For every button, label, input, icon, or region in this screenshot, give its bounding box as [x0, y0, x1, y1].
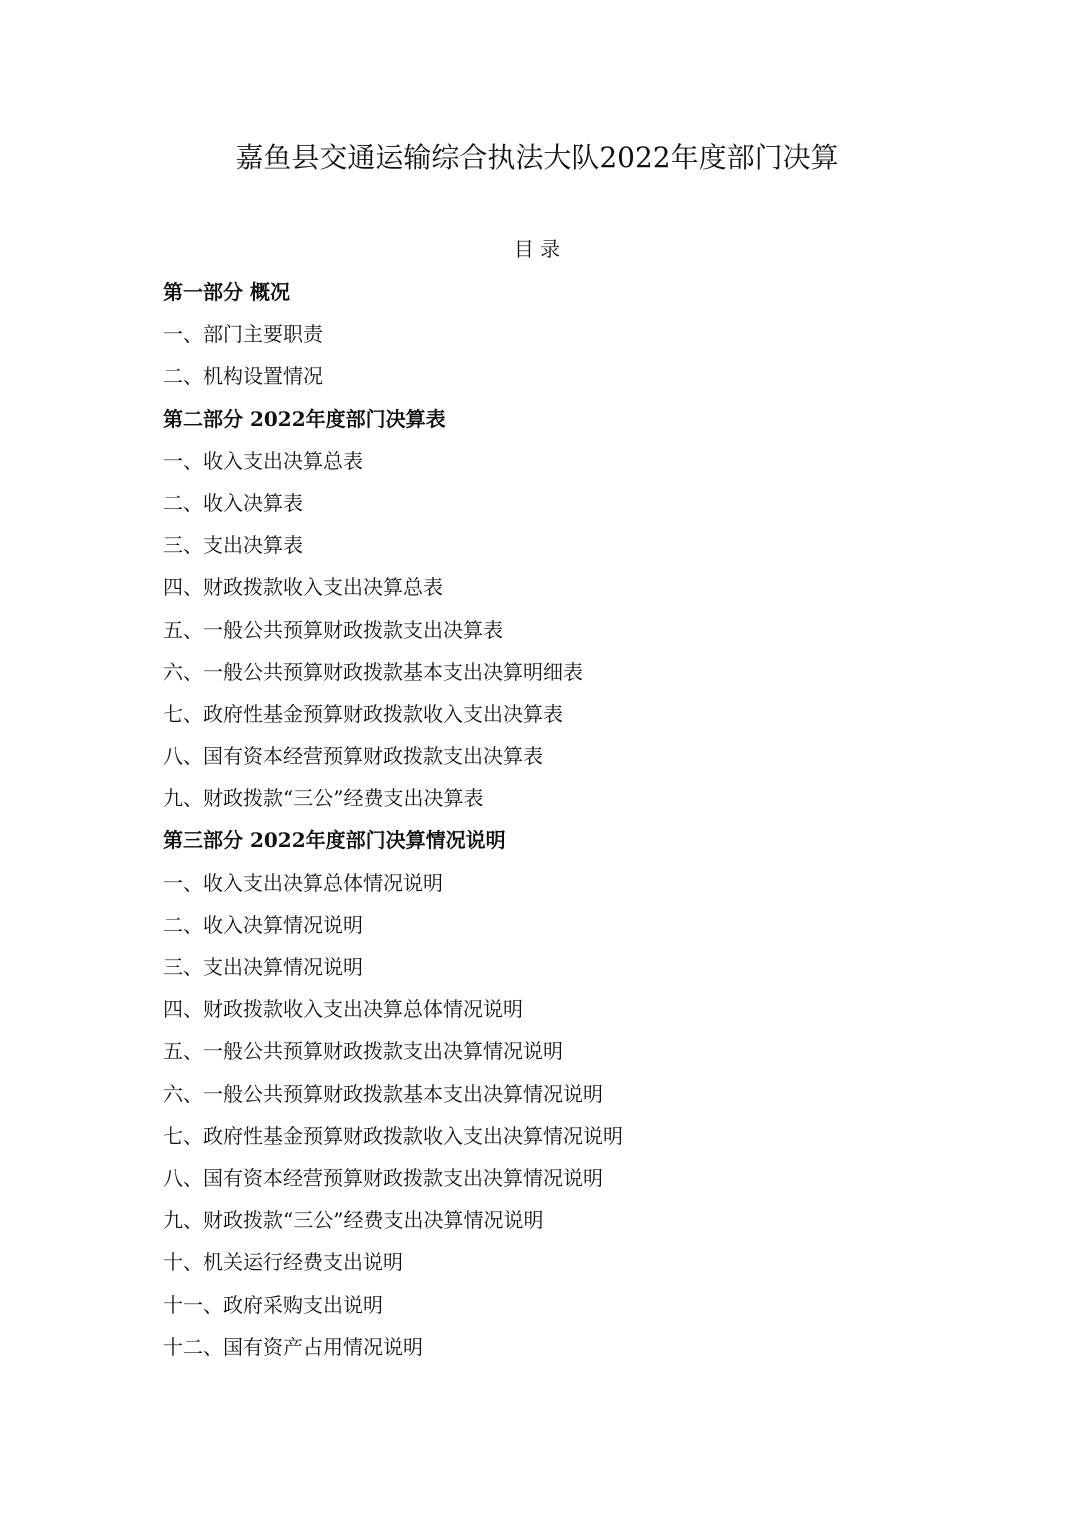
toc-part-heading: 第一部分 概况	[163, 280, 290, 304]
toc-entry: 六、一般公共预算财政拨款基本支出决算情况说明	[163, 1081, 603, 1106]
toc-entry: 十、机关运行经费支出说明	[163, 1250, 403, 1275]
toc-entry: 十一、政府采购支出说明	[163, 1292, 383, 1317]
toc-entry: 七、政府性基金预算财政拨款收入支出决算表	[163, 701, 563, 726]
toc-entry: 三、支出决算表	[163, 533, 303, 558]
toc-entry: 七、政府性基金预算财政拨款收入支出决算情况说明	[163, 1123, 623, 1148]
toc-entry: 一、收入支出决算总表	[163, 448, 363, 473]
document-title: 嘉鱼县交通运输综合执法大队2022年度部门决算	[235, 141, 839, 174]
toc-entry: 五、一般公共预算财政拨款支出决算情况说明	[163, 1039, 563, 1064]
toc-entry: 九、财政拨款“三公”经费支出决算情况说明	[163, 1208, 544, 1233]
toc-entry: 八、国有资本经营预算财政拨款支出决算情况说明	[163, 1165, 603, 1190]
toc-entry: 四、财政拨款收入支出决算总表	[163, 575, 443, 600]
toc-entry: 一、收入支出决算总体情况说明	[163, 870, 443, 895]
table-of-contents	[163, 277, 623, 1374]
toc-entry: 一、部门主要职责	[163, 322, 323, 347]
toc-entry: 五、一般公共预算财政拨款支出决算表	[163, 617, 503, 642]
toc-entry: 六、一般公共预算财政拨款基本支出决算明细表	[163, 659, 583, 684]
toc-entry: 二、收入决算表	[163, 490, 303, 515]
toc-part-heading: 第二部分 2022年度部门决算表	[163, 406, 446, 431]
toc-entry: 四、财政拨款收入支出决算总体情况说明	[163, 997, 523, 1022]
toc-entry: 八、国有资本经营预算财政拨款支出决算表	[163, 744, 543, 769]
toc-heading: 目 录	[513, 237, 561, 261]
toc-entry: 二、收入决算情况说明	[163, 912, 363, 937]
toc-part-heading: 第三部分 2022年度部门决算情况说明	[163, 828, 506, 853]
toc-entry: 三、支出决算情况说明	[163, 955, 363, 979]
toc-entry: 二、机构设置情况	[163, 364, 323, 389]
toc-entry: 九、财政拨款“三公”经费支出决算表	[163, 786, 484, 811]
toc-entry: 十二、国有资产占用情况说明	[163, 1334, 423, 1359]
